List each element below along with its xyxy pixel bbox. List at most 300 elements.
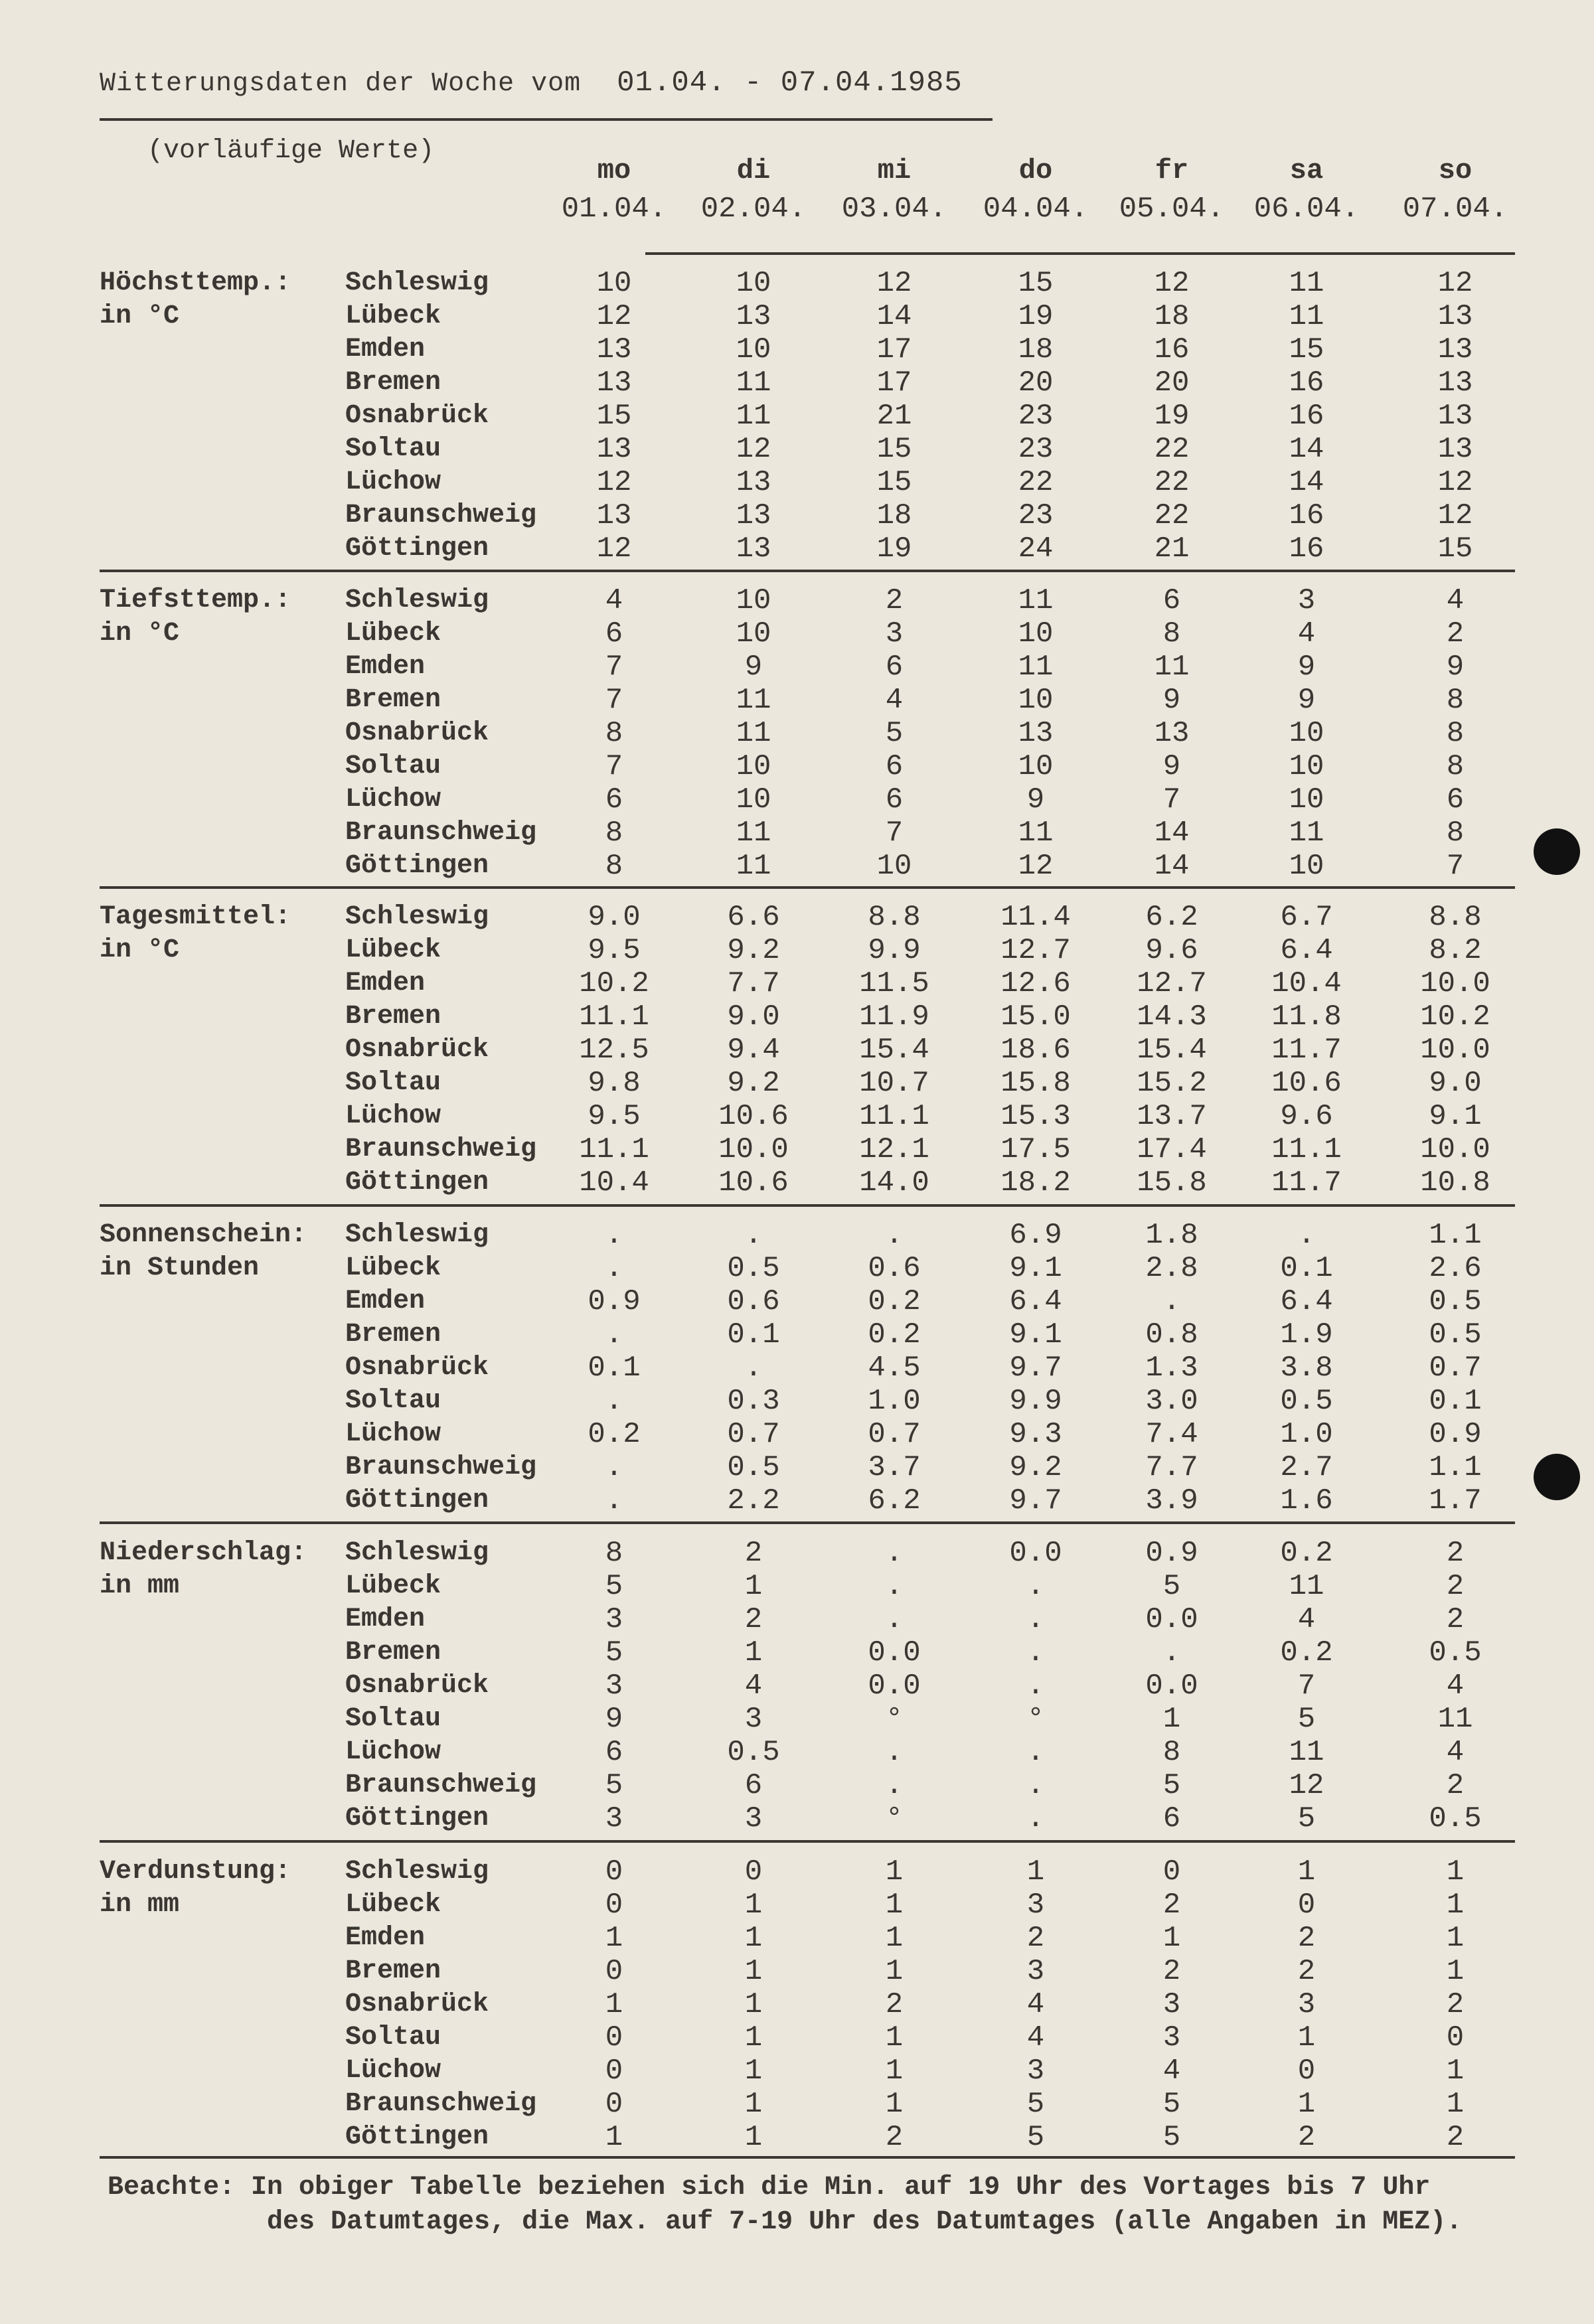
value-cell: 3.0 — [1145, 1385, 1198, 1418]
value-cell: 1.7 — [1429, 1484, 1482, 1517]
value-cell: 7 — [885, 816, 904, 850]
station-name: Lübeck — [345, 1571, 441, 1601]
value-cell: 1 — [744, 2088, 763, 2121]
table-row — [0, 366, 1594, 400]
value-cell: 6.2 — [868, 1484, 921, 1517]
value-cell: 3 — [605, 1802, 623, 1835]
value-cell: 11 — [1289, 267, 1324, 300]
value-cell: 0.6 — [727, 1285, 780, 1318]
value-cell: 6.7 — [1280, 901, 1333, 934]
value-cell: 16 — [1289, 366, 1324, 400]
value-cell: 15 — [1437, 532, 1473, 566]
station-name: Osnabrück — [345, 1035, 489, 1065]
value-cell: 0.1 — [588, 1352, 641, 1385]
table-row — [0, 1219, 1594, 1252]
value-cell: . — [1026, 1570, 1045, 1603]
value-cell: 6 — [605, 783, 623, 816]
value-cell: 14 — [1154, 850, 1190, 883]
value-cell: 17 — [876, 333, 912, 366]
value-cell: 0.5 — [1429, 1285, 1482, 1318]
table-row — [0, 617, 1594, 651]
table-row — [0, 499, 1594, 532]
value-cell: 15 — [876, 433, 912, 466]
value-cell: 6 — [1162, 584, 1181, 617]
value-cell: 1 — [744, 1636, 763, 1669]
value-cell: 5 — [1162, 1769, 1181, 1802]
station-name: Bremen — [345, 1002, 441, 1032]
value-cell: 8 — [605, 816, 623, 850]
value-cell: 8 — [605, 1537, 623, 1570]
value-cell: 0.2 — [588, 1418, 641, 1451]
value-cell: 0.6 — [868, 1252, 921, 1285]
section-rule — [100, 1204, 1515, 1207]
value-cell: 10 — [736, 584, 771, 617]
value-cell: 0 — [1162, 1855, 1181, 1889]
table-row — [0, 2121, 1594, 2154]
table-row — [0, 850, 1594, 883]
value-cell: 0.0 — [868, 1669, 921, 1703]
value-cell: 0 — [744, 1855, 763, 1889]
value-cell: 11 — [1289, 1736, 1324, 1769]
value-cell: 3 — [605, 1669, 623, 1703]
day-header-sa — [1250, 151, 1363, 228]
value-cell: 3 — [1026, 1955, 1045, 1988]
value-cell: 12 — [1289, 1769, 1324, 1802]
value-cell: 19 — [1154, 400, 1190, 433]
value-cell: . — [744, 1352, 763, 1385]
station-name: Soltau — [345, 1068, 441, 1098]
value-cell: 1 — [885, 2054, 904, 2088]
value-cell: 15 — [876, 466, 912, 499]
value-cell: 3 — [1026, 2054, 1045, 2088]
table-row — [0, 400, 1594, 433]
value-cell: 5 — [605, 1769, 623, 1802]
value-cell: 13 — [596, 366, 632, 400]
section-rule — [100, 2156, 1515, 2159]
value-cell: 2.7 — [1280, 1451, 1333, 1484]
value-cell: ° — [885, 1703, 904, 1736]
value-cell: 13 — [1437, 400, 1473, 433]
value-cell: 9 — [1297, 684, 1316, 717]
value-cell: 10.8 — [1420, 1166, 1490, 1200]
value-cell: 10 — [736, 333, 771, 366]
value-cell: 11.1 — [859, 1100, 929, 1133]
value-cell: 12 — [1018, 850, 1054, 883]
value-cell: 1 — [744, 2021, 763, 2054]
value-cell: 6 — [605, 1736, 623, 1769]
table-row — [0, 1988, 1594, 2021]
value-cell: 2 — [1446, 617, 1465, 651]
value-cell: 2 — [1446, 1988, 1465, 2021]
value-cell: 0.9 — [588, 1285, 641, 1318]
station-name: Braunschweig — [345, 2089, 537, 2119]
value-cell: 12 — [596, 300, 632, 333]
value-cell: 12.6 — [1000, 967, 1071, 1000]
station-name: Osnabrück — [345, 718, 489, 748]
value-cell: 9 — [1162, 684, 1181, 717]
table-row — [0, 717, 1594, 750]
value-cell: 5 — [1297, 1802, 1316, 1835]
section-title: Tiefsttemp.: — [100, 585, 291, 615]
value-cell: 23 — [1018, 400, 1054, 433]
day-date: 05.04. — [1119, 193, 1225, 226]
value-cell: 13 — [1154, 717, 1190, 750]
value-cell: 0 — [605, 1955, 623, 1988]
value-cell: 1 — [1162, 1922, 1181, 1955]
section-title: Tagesmittel: — [100, 902, 291, 932]
value-cell: 9.0 — [1429, 1067, 1482, 1100]
value-cell: 6.2 — [1145, 901, 1198, 934]
table-row — [0, 1769, 1594, 1802]
value-cell: 9.5 — [588, 1100, 641, 1133]
value-cell: 1 — [885, 1855, 904, 1889]
value-cell: 10.2 — [579, 967, 649, 1000]
value-cell: 11 — [736, 684, 771, 717]
station-name: Braunschweig — [345, 1770, 537, 1800]
value-cell: . — [1026, 1736, 1045, 1769]
value-cell: 13 — [1437, 366, 1473, 400]
table-row — [0, 1955, 1594, 1988]
day-name: so — [1438, 155, 1473, 187]
value-cell: 8 — [1446, 717, 1465, 750]
value-cell: 13 — [1437, 300, 1473, 333]
value-cell: 11.4 — [1000, 901, 1071, 934]
station-name: Schleswig — [345, 902, 489, 932]
value-cell: 9.1 — [1009, 1252, 1062, 1285]
value-cell: 11 — [1154, 651, 1190, 684]
value-cell: . — [605, 1385, 623, 1418]
value-cell: 10 — [1289, 717, 1324, 750]
value-cell: 0.2 — [1280, 1537, 1333, 1570]
value-cell: 0.5 — [1280, 1385, 1333, 1418]
station-name: Bremen — [345, 1638, 441, 1667]
value-cell: 2 — [1446, 1769, 1465, 1802]
station-name: Emden — [345, 968, 426, 998]
value-cell: 4 — [1446, 1669, 1465, 1703]
value-cell: 6 — [1162, 1802, 1181, 1835]
value-cell: . — [605, 1451, 623, 1484]
table-row — [0, 1603, 1594, 1636]
value-cell: 8 — [1446, 816, 1465, 850]
value-cell: 2 — [885, 584, 904, 617]
value-cell: . — [1026, 1769, 1045, 1802]
table-row — [0, 2054, 1594, 2088]
station-name: Lüchow — [345, 467, 441, 497]
station-name: Bremen — [345, 1956, 441, 1986]
value-cell: 15 — [1289, 333, 1324, 366]
station-name: Soltau — [345, 434, 441, 464]
value-cell: 6.9 — [1009, 1219, 1062, 1252]
day-header-mi — [838, 151, 951, 228]
value-cell: 20 — [1018, 366, 1054, 400]
section-rule — [100, 1840, 1515, 1843]
value-cell: 1.9 — [1280, 1318, 1333, 1352]
value-cell: 3 — [1297, 584, 1316, 617]
value-cell: 10 — [736, 783, 771, 816]
value-cell: 0 — [605, 2021, 623, 2054]
value-cell: 0.2 — [1280, 1636, 1333, 1669]
value-cell: 13 — [736, 532, 771, 566]
footnote-line-1: Beachte: In obiger Tabelle beziehen sich die Min. auf 19 Uhr des Vortages bis 7 Uhr — [108, 2173, 1431, 2203]
value-cell: 11 — [1289, 300, 1324, 333]
value-cell: 18.6 — [1000, 1034, 1071, 1067]
value-cell: 4 — [744, 1669, 763, 1703]
table-row — [0, 1166, 1594, 1200]
station-name: Schleswig — [345, 1857, 489, 1887]
value-cell: 5 — [1162, 2121, 1181, 2154]
value-cell: 9.3 — [1009, 1418, 1062, 1451]
value-cell: 10.0 — [1420, 967, 1490, 1000]
table-row — [0, 1802, 1594, 1835]
value-cell: 10.0 — [1420, 1133, 1490, 1166]
value-cell: 2 — [1446, 2121, 1465, 2154]
value-cell: 23 — [1018, 499, 1054, 532]
value-cell: . — [885, 1570, 904, 1603]
station-name: Emden — [345, 1923, 426, 1953]
value-cell: 0.5 — [1429, 1318, 1482, 1352]
value-cell: 10.7 — [859, 1067, 929, 1100]
value-cell: 0.7 — [868, 1418, 921, 1451]
table-row — [0, 1537, 1594, 1570]
value-cell: 14 — [1289, 433, 1324, 466]
value-cell: 1 — [605, 2121, 623, 2154]
value-cell: 9.2 — [1009, 1451, 1062, 1484]
value-cell: . — [1026, 1802, 1045, 1835]
value-cell: 7 — [1162, 783, 1181, 816]
table-row — [0, 466, 1594, 499]
value-cell: 13 — [736, 499, 771, 532]
value-cell: 21 — [1154, 532, 1190, 566]
value-cell: 10.0 — [718, 1133, 789, 1166]
value-cell: 23 — [1018, 433, 1054, 466]
value-cell: 21 — [876, 400, 912, 433]
value-cell: 15.8 — [1137, 1166, 1207, 1200]
station-name: Lüchow — [345, 2056, 441, 2086]
station-name: Göttingen — [345, 851, 489, 881]
station-name: Osnabrück — [345, 1353, 489, 1383]
value-cell: 9.9 — [868, 934, 921, 967]
table-row — [0, 1067, 1594, 1100]
value-cell: 3.8 — [1280, 1352, 1333, 1385]
station-name: Lüchow — [345, 785, 441, 814]
value-cell: 4 — [1446, 1736, 1465, 1769]
value-cell: 2.8 — [1145, 1252, 1198, 1285]
value-cell: 18.2 — [1000, 1166, 1071, 1200]
day-header-fr — [1115, 151, 1228, 228]
table-row — [0, 2088, 1594, 2121]
value-cell: 3.9 — [1145, 1484, 1198, 1517]
value-cell: 22 — [1154, 433, 1190, 466]
station-name: Emden — [345, 335, 426, 364]
value-cell: . — [885, 1537, 904, 1570]
value-cell: 1 — [1297, 2088, 1316, 2121]
value-cell: 11.7 — [1271, 1034, 1342, 1067]
value-cell: 8.8 — [1429, 901, 1482, 934]
value-cell: 2 — [744, 1603, 763, 1636]
value-cell: 5 — [1162, 2088, 1181, 2121]
value-cell: 10 — [1289, 850, 1324, 883]
table-row — [0, 1385, 1594, 1418]
value-cell: 5 — [1162, 1570, 1181, 1603]
value-cell: 10 — [1018, 684, 1054, 717]
table-row — [0, 1000, 1594, 1034]
table-row — [0, 1570, 1594, 1603]
value-cell: 0 — [605, 1855, 623, 1889]
value-cell: 0.0 — [1145, 1669, 1198, 1703]
value-cell: . — [605, 1484, 623, 1517]
value-cell: 11 — [1018, 651, 1054, 684]
table-row — [0, 1418, 1594, 1451]
table-row — [0, 684, 1594, 717]
day-name: fr — [1155, 155, 1189, 187]
value-cell: 0.5 — [1429, 1636, 1482, 1669]
station-name: Schleswig — [345, 585, 489, 615]
value-cell: 11.1 — [579, 1133, 649, 1166]
value-cell: 1 — [1162, 1703, 1181, 1736]
station-name: Lüchow — [345, 1737, 441, 1767]
day-name: sa — [1289, 155, 1324, 187]
station-name: Emden — [345, 1604, 426, 1634]
value-cell: 0.1 — [1280, 1252, 1333, 1285]
value-cell: 10.4 — [579, 1166, 649, 1200]
value-cell: 0.5 — [727, 1451, 780, 1484]
value-cell: 1 — [1446, 1889, 1465, 1922]
value-cell: 7 — [605, 684, 623, 717]
station-name: Schleswig — [345, 1538, 489, 1568]
station-name: Braunschweig — [345, 1134, 537, 1164]
table-row — [0, 651, 1594, 684]
station-name: Soltau — [345, 751, 441, 781]
value-cell: 7.7 — [1145, 1451, 1198, 1484]
value-cell: 1.3 — [1145, 1352, 1198, 1385]
value-cell: . — [744, 1219, 763, 1252]
value-cell: 6 — [885, 750, 904, 783]
value-cell: 10.4 — [1271, 967, 1342, 1000]
value-cell: 2 — [1297, 1955, 1316, 1988]
value-cell: 13.7 — [1137, 1100, 1207, 1133]
value-cell: 7 — [605, 750, 623, 783]
value-cell: 0 — [1297, 1889, 1316, 1922]
value-cell: 12.1 — [859, 1133, 929, 1166]
value-cell: 0 — [1446, 2021, 1465, 2054]
value-cell: 9.2 — [727, 1067, 780, 1100]
value-cell: 20 — [1154, 366, 1190, 400]
value-cell: 11.5 — [859, 967, 929, 1000]
value-cell: 0.9 — [1429, 1418, 1482, 1451]
value-cell: 11 — [1289, 816, 1324, 850]
section-rule — [100, 1521, 1515, 1524]
day-date: 01.04. — [561, 193, 667, 226]
value-cell: 9 — [1162, 750, 1181, 783]
value-cell: 0.8 — [1145, 1318, 1198, 1352]
section-rule — [100, 570, 1515, 572]
table-row — [0, 1133, 1594, 1166]
day-name: di — [736, 155, 771, 187]
value-cell: . — [1162, 1636, 1181, 1669]
table-row — [0, 967, 1594, 1000]
value-cell: . — [605, 1318, 623, 1352]
value-cell: 12 — [1437, 466, 1473, 499]
value-cell: 1 — [744, 1570, 763, 1603]
value-cell: 3 — [885, 617, 904, 651]
value-cell: 9.2 — [727, 934, 780, 967]
table-row — [0, 1252, 1594, 1285]
value-cell: . — [885, 1219, 904, 1252]
value-cell: 3 — [1297, 1988, 1316, 2021]
value-cell: 13 — [1437, 433, 1473, 466]
date-range: 01.04. - 07.04.1985 — [617, 66, 963, 100]
section-title: Verdunstung: — [100, 1857, 291, 1887]
value-cell: 9.1 — [1429, 1100, 1482, 1133]
value-cell: 0 — [1297, 2054, 1316, 2088]
value-cell: 10 — [736, 617, 771, 651]
value-cell: 1 — [885, 2088, 904, 2121]
section-unit: in °C — [100, 935, 180, 965]
value-cell: 1 — [744, 1889, 763, 1922]
value-cell: 9.7 — [1009, 1484, 1062, 1517]
value-cell: 6 — [744, 1769, 763, 1802]
value-cell: 1 — [1297, 1855, 1316, 1889]
value-cell: 0 — [605, 2088, 623, 2121]
value-cell: ° — [1026, 1703, 1045, 1736]
value-cell: 11.1 — [1271, 1133, 1342, 1166]
value-cell: 11 — [736, 366, 771, 400]
value-cell: 19 — [1018, 300, 1054, 333]
value-cell: 6 — [605, 617, 623, 651]
day-date: 03.04. — [841, 193, 947, 226]
value-cell: 1 — [1446, 1855, 1465, 1889]
value-cell: 10.6 — [1271, 1067, 1342, 1100]
section-rule — [100, 886, 1515, 889]
value-cell: 1.8 — [1145, 1219, 1198, 1252]
value-cell: 1 — [1446, 2088, 1465, 2121]
value-cell: 2 — [885, 1988, 904, 2021]
title-underline — [100, 118, 993, 121]
value-cell: 9 — [1297, 651, 1316, 684]
value-cell: 0.5 — [727, 1252, 780, 1285]
value-cell: 2 — [744, 1537, 763, 1570]
value-cell: 9.5 — [588, 934, 641, 967]
table-row — [0, 433, 1594, 466]
value-cell: 12 — [1437, 499, 1473, 532]
value-cell: 9 — [744, 651, 763, 684]
value-cell: 15 — [596, 400, 632, 433]
value-cell: 1 — [1446, 1955, 1465, 1988]
table-row — [0, 1703, 1594, 1736]
value-cell: 7.4 — [1145, 1418, 1198, 1451]
station-name: Lüchow — [345, 1101, 441, 1131]
value-cell: . — [1026, 1636, 1045, 1669]
station-name: Lübeck — [345, 619, 441, 649]
value-cell: 7.7 — [727, 967, 780, 1000]
table-row — [0, 934, 1594, 967]
value-cell: 7 — [1446, 850, 1465, 883]
table-row — [0, 1285, 1594, 1318]
value-cell: 9.9 — [1009, 1385, 1062, 1418]
subtitle: (vorläufige Werte) — [147, 136, 435, 166]
value-cell: 1.0 — [868, 1385, 921, 1418]
value-cell: 4 — [1297, 1603, 1316, 1636]
value-cell: 8.8 — [868, 901, 921, 934]
value-cell: 0.0 — [868, 1636, 921, 1669]
page-title — [100, 66, 963, 100]
value-cell: 9.1 — [1009, 1318, 1062, 1352]
section-unit: in mm — [100, 1571, 180, 1601]
value-cell: 3.7 — [868, 1451, 921, 1484]
table-row — [0, 816, 1594, 850]
table-row — [0, 1855, 1594, 1889]
station-name: Osnabrück — [345, 1671, 489, 1701]
